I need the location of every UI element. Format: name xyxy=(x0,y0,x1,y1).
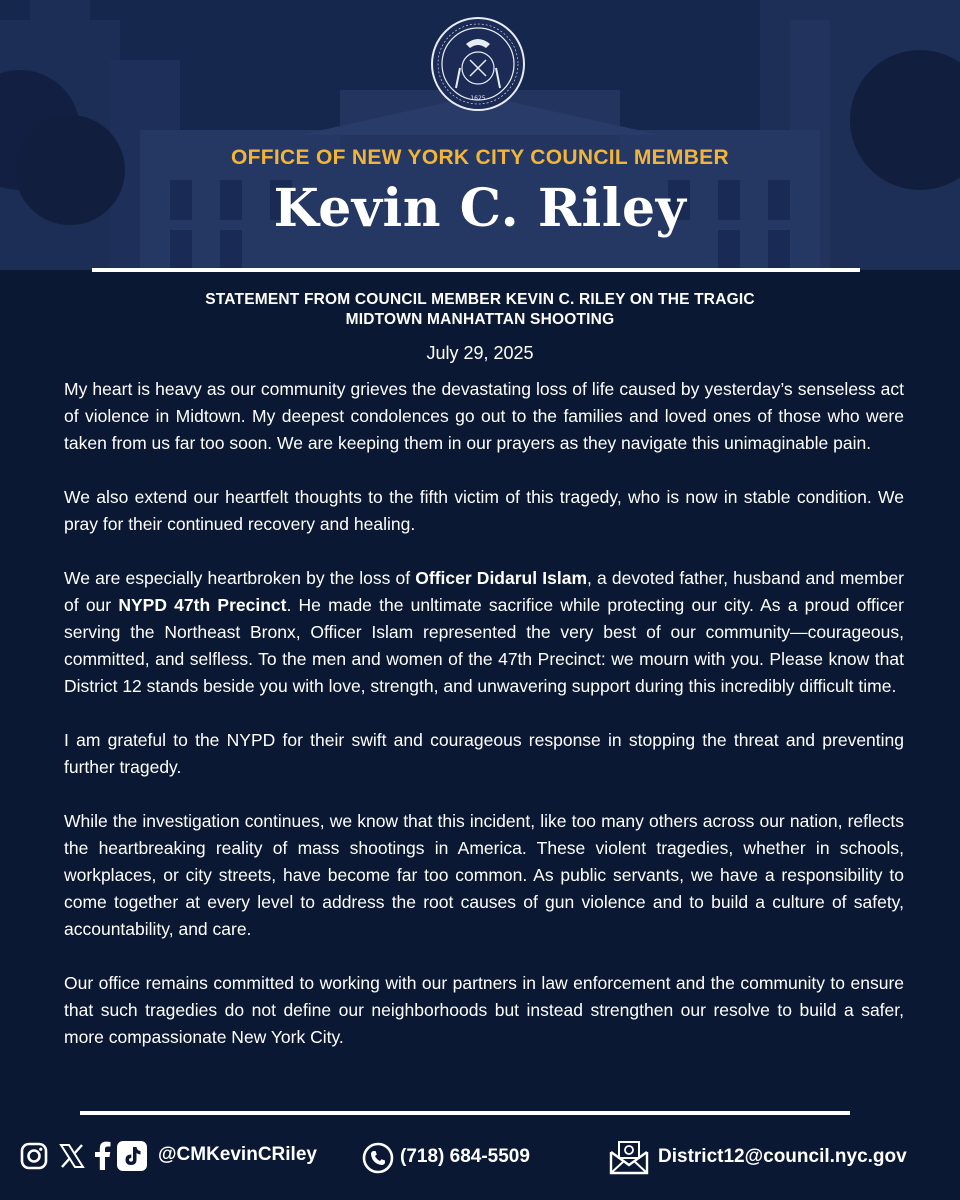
facebook-icon[interactable] xyxy=(92,1140,112,1170)
paragraph-3-part-a: We are especially heartbroken by the loss of xyxy=(64,568,416,588)
phone-number[interactable]: (718) 684-5509 xyxy=(400,1146,530,1167)
statement-title-line2: MIDTOWN MANHATTAN SHOOTING xyxy=(345,311,615,328)
tiktok-icon[interactable] xyxy=(116,1140,148,1172)
email-icon xyxy=(608,1138,650,1176)
paragraph-3 xyxy=(64,565,904,700)
bottom-divider xyxy=(80,1111,850,1115)
paragraph-4: I am grateful to the NYPD for their swift and courageous response in stopping the threat and preventing further tragedy. xyxy=(64,730,904,777)
phone-icon xyxy=(362,1142,394,1174)
statement-title-line1: STATEMENT FROM COUNCIL MEMBER KEVIN C. RILEY ON THE TRAGIC xyxy=(205,291,755,308)
statement-date: July 29, 2025 xyxy=(426,343,534,363)
email-address[interactable]: District12@council.nyc.gov xyxy=(658,1146,907,1167)
social-handle[interactable]: @CMKevinCRiley xyxy=(158,1144,317,1165)
contact-footer xyxy=(0,1128,960,1188)
instagram-icon[interactable] xyxy=(20,1142,48,1170)
paragraph-2: We also extend our heartfelt thoughts to the fifth victim of this tragedy, who is now in stable condition. We pray for their continued recovery and healing. xyxy=(64,487,904,534)
top-divider xyxy=(92,268,860,272)
header-banner xyxy=(0,0,960,270)
seal-year: 1625 xyxy=(470,95,486,102)
nyc-council-seal-icon xyxy=(430,16,526,112)
precinct-name: NYPD 47th Precinct xyxy=(118,595,287,615)
statement-body xyxy=(64,376,904,1078)
paragraph-3-part-c: . He made the unltimate sacrifice while protecting our city. As a proud officer serving the Northeast Bronx, Officer Islam represented the very best of our community—courageous, committed, and selfless. To the men and women of the 47th Precinct: we mourn with you. Please know that District 12 stands beside you with love, strength, and unwavering support during this incredibly difficult time. xyxy=(64,595,904,696)
paragraph-6: Our office remains committed to working with our partners in law enforcement and the community to ensure that such tragedies do not define our neighborhoods but instead strengthen our resolve to build a safer, more compassionate New York City. xyxy=(64,973,904,1047)
statement-title xyxy=(60,290,900,330)
member-name-heading: Kevin C. Riley xyxy=(273,178,687,239)
x-icon[interactable] xyxy=(58,1142,86,1170)
paragraph-5: While the investigation continues, we know that this incident, like too many others across our nation, reflects the heartbreaking reality of mass shootings in America. These violent tragedies, whether in schools, workplaces, or city streets, have become far too common. As public servants, we have a responsibility to come together at every level to address the root causes of gun violence and to build a culture of safety, accountability, and care. xyxy=(64,811,904,939)
paragraph-1: My heart is heavy as our community grieves the devastating loss of life caused by yesterday’s senseless act of violence in Midtown. My deepest condolences go out to the families and loved ones of those who were taken from us far too soon. We are keeping them in our prayers as they navigate this unimaginable pain. xyxy=(64,379,904,453)
paragraph-3-part-b: , a devoted father, husband and member of our xyxy=(64,568,904,615)
officer-name: Officer Didarul Islam xyxy=(415,568,588,588)
office-title: OFFICE OF NEW YORK CITY COUNCIL MEMBER xyxy=(231,146,729,169)
